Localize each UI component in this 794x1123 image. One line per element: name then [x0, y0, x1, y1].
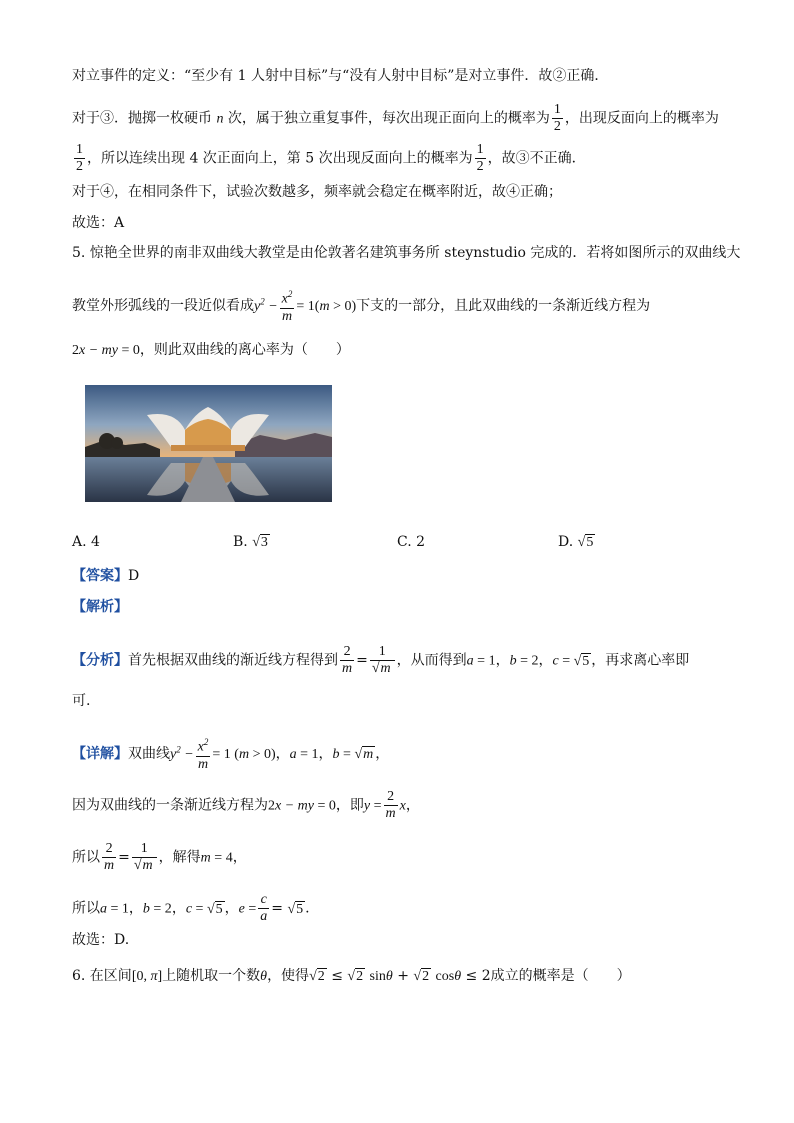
math-values: a = 1	[466, 653, 496, 669]
answer-value: D	[128, 568, 140, 584]
xiangjie-label: 【详解】	[72, 746, 128, 763]
equation-hyperbola: $y^2$ − $\frac{x^2}{m}$ = 1(m > 0)	[254, 289, 357, 324]
text-line	[72, 103, 719, 134]
math-n: n	[216, 111, 224, 127]
equation-asymptote: 2x − my = 0	[268, 798, 336, 814]
fraction-c-over-a: $\frac{c}{a}$	[260, 892, 268, 924]
answer-line	[72, 566, 139, 586]
question-6-text: 6. 在区间[0, π]上随机取一个数θ，使得√2 ≤ √2 sinθ + √2 cosθ ≤ 2成立的概率是（ ）	[72, 966, 631, 987]
equation-hyperbola: $y^2$ − $\frac{x^2}{m}$ = 1 (m > 0)	[170, 737, 276, 772]
jiexi-label: 【解析】	[72, 599, 128, 615]
text-line: 故选：A	[72, 215, 125, 231]
sqrt-2: √2	[413, 969, 430, 984]
option-d	[558, 532, 595, 553]
sqrt-m: √m	[354, 747, 374, 763]
text-span: 对于③．抛掷一枚硬币	[72, 110, 217, 127]
text-line	[72, 340, 350, 361]
equation-y: y =	[363, 798, 382, 814]
text-span: 首先根据双曲线的渐近线方程得到	[128, 652, 338, 669]
text-span: 次，属于独立重复事件，每次出现正面向上的概率为	[223, 110, 550, 127]
text-line	[72, 143, 586, 174]
detail-line: 【详解】双曲线$y^2$ − $\frac{x^2}{m}$ = 1 (m > 0)，a = 1，b = √m ，	[72, 737, 390, 772]
math-theta: θ	[260, 969, 268, 984]
text-line: 可.	[72, 693, 91, 709]
text-line: 对立事件的定义：“至少有 1 人射中目标”与“没有人射中目标”是对立事件．故②正确．	[72, 68, 609, 84]
math-b: b = 2	[509, 653, 539, 669]
math-a: a = 1	[289, 747, 319, 763]
text-span: 因为双曲线的一条渐近线方程为	[72, 797, 268, 814]
fraction-half: $\frac{1}{2}$	[76, 142, 83, 174]
sqrt-3: √3	[252, 535, 268, 550]
math-b: b = 2	[142, 901, 172, 917]
text-span: ，则此双曲线的离心率为（ ）	[139, 342, 350, 358]
fraction-half: $\frac{1}{2}$	[553, 102, 561, 134]
math-c: c =	[185, 901, 204, 917]
text-span: ，使得	[267, 968, 310, 984]
text-span: 双曲线	[128, 746, 170, 763]
math-e: e =	[238, 901, 257, 917]
fraction-2-over-m: $\frac{2}{m}$	[385, 789, 396, 821]
text-line: 故选：D.	[72, 932, 130, 948]
math-a: a = 1	[100, 901, 129, 917]
cathedral-photo	[85, 385, 332, 502]
sqrt-2: √2	[347, 969, 364, 984]
fraction-2-over-m: $\frac{2}{m}$	[104, 841, 115, 873]
fraction-1-over-sqrt-m: $\frac{1}{√m}$	[370, 645, 395, 676]
text-line: 对于④，在相同条件下，试验次数越多，频率就会稳定在概率附近，故④正确；	[72, 184, 562, 200]
analysis-line: 【分析】首先根据双曲线的渐近线方程得到 $\frac{2}{m}$ = $\frac{1}{√m}$ ，从而得到a = 1，b = 2，c = √5 ，再求离心率即	[72, 644, 690, 676]
text-span: 教堂外形弧线的一段近似看成	[72, 298, 254, 315]
text-span: 下支的一部分，且此双曲线的一条渐近线方程为	[356, 298, 651, 315]
text-span: ，从而得到	[396, 652, 467, 669]
option-b	[233, 532, 270, 553]
text-span: 所以	[72, 849, 100, 866]
option-c: C. 2	[397, 534, 426, 550]
question-5-text: 5. 惊艳全世界的南非双曲线大教堂是由伦敦著名建筑事务所 steynstudio 完成的．若将如图所示的双曲线大	[72, 245, 741, 261]
text-span: 6. 在区间	[72, 968, 132, 984]
sqrt-5: √5	[577, 535, 594, 550]
text-line	[72, 290, 650, 324]
option-label: B.	[233, 534, 248, 550]
text-span: 所以	[72, 900, 100, 917]
sqrt-2: √2	[309, 969, 325, 984]
interval: [0,	[131, 969, 151, 984]
math-c: c =	[552, 653, 571, 669]
option-label: D.	[558, 534, 574, 550]
text-span: ，即	[335, 797, 364, 814]
text-span: ，故③不正确．	[487, 150, 586, 167]
math-b: b =	[332, 747, 351, 763]
fenxi-label: 【分析】	[72, 652, 128, 669]
fraction-2-over-m: $\frac{2}{m}$	[342, 644, 353, 676]
jiexi-line	[72, 597, 128, 617]
sqrt-5: √5	[287, 901, 304, 917]
so-line-2: 所以a = 1，b = 2，c = √5 ，e = $\frac{c}{a}$ = √5 .	[72, 892, 310, 924]
equation-asymptote: 2x − my = 0	[72, 343, 140, 358]
text-span: 成立的概率是（ ）	[490, 968, 631, 984]
text-span: ，再求离心率即	[591, 652, 690, 669]
answer-label: 【答案】	[72, 568, 128, 584]
text-span: ，解得	[158, 849, 201, 866]
sqrt-5: √5	[573, 653, 590, 669]
text-span: ，所以连续出现 4 次正面向上，第 5 次出现反面向上的概率为	[87, 150, 473, 167]
fraction-half: $\frac{1}{2}$	[476, 142, 484, 174]
because-line: 因为双曲线的一条渐近线方程为2x − my = 0，即y = $\frac{2}{m}$ x，	[72, 789, 420, 821]
text-span: ，出现反面向上的概率为	[564, 110, 719, 127]
text-span: 上随机取一个数	[162, 968, 261, 984]
fraction-1-over-sqrt-m: $\frac{1}{√m}$	[132, 842, 157, 873]
sqrt-5: √5	[206, 901, 223, 917]
option-a: A. 4	[72, 534, 100, 550]
math-m: m = 4	[200, 850, 233, 866]
so-line-1: 所以 $\frac{2}{m}$ = $\frac{1}{√m}$ ，解得m = 4，	[72, 841, 247, 873]
